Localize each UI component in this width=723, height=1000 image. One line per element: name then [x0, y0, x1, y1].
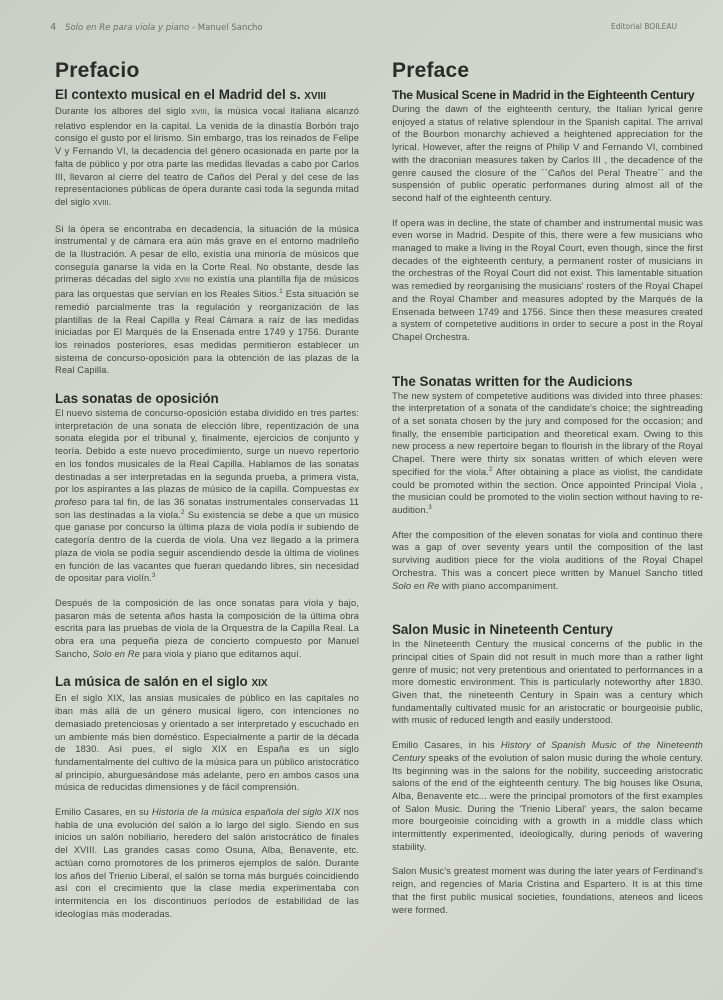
section-heading: The Musical Scene in Madrid in the Eighteenth Century: [392, 88, 695, 102]
paragraph: In the Nineteenth Century the musical concerns of the public in the principal cities of Spain did not result in much more than a rather light genre of music; not very pretentious and orientated to performances in a more domestic environment. This is particularly noteworthy after 1830. Given that, the nineteenth Century in Spain was a century which fundamentally cultivated music for an aristocratic or bourgeoisie public, with music of reduced length and easily understood.: [392, 639, 703, 726]
footnote-ref: 2: [488, 466, 493, 473]
work-title: Solo en Re para viola y piano: [65, 23, 190, 33]
composer-name: Manuel Sancho: [197, 23, 263, 33]
footnote-ref: 1: [279, 289, 283, 296]
paragraph: Emilio Casares, en su Historia de la música española del siglo XIX nos habla de una evolución del salón a lo largo del siglo. Siendo en sus inicios un salón nobiliario, heredero del salón aristocrático de finales del XVIII. Las grandes casas como Osuna, Alba, Benavente, etc. actúan como promotores de los primeros ejemplos de salón. Durante los años del Trienio Liberal, el salón se torna más burgués coincidiendo así con el crecimiento que la clase media experimentaba con intermitencia en los discontinuos períodos de estabilidad de las ideologías más moderadas.: [55, 807, 359, 919]
paragraph: During the dawn of the eighteenth century, the Italian lyrical genre enjoyed a status of relative splendour in the Spanish capital. The arrival of the Bourbon monarchy achieved a heightened appreciation for the lyrical. However, after the reigns of Philip V and Fernando VI, combined with the draconian measures taken by Carlos III , the decadence of the genre caused the closure of the ``Caños del Peral Theatre´´ and the suspensión of public operatic performanes during almost all of the second half of the eighteenth century.: [392, 104, 703, 203]
footnote-ref: 2: [180, 509, 185, 516]
paragraph: En el siglo XIX, las ansias musicales de público en las capitales no iban más allá de un género musical ligero, con intenciones no demasiado pretenciosas y orientado a ser interpretado y escuchado en un ambiente más bien doméstico. Especialmente a partir de la década de 1830. Así pues, el siglo XIX en España es un siglo fundamentalmente del cultivo de la música para un público aristocrático al principio, aburguesándose más adelante, pero en ambos casos una música de reducidas dimensiones y de fácil comprensión.: [55, 693, 359, 793]
paragraph: Emilio Casares, in his History of Spanish Music of the Nineteenth Century speaks of the evolution of salon music during the whole century. Its beginning was in the salons for the nobility, succeeding aristocratic salons of the end of the eighteenth century. The big houses like Osuna, Alba, Benavente etc... were the principal promotors of the first examples of Salon Music. During the 'Trienio Liberal' years, the salon became more bourgeoisie coinciding with a growth in a middle class which intermittently experimented, ideologically, during periods of wavering stability.: [392, 740, 703, 852]
section-heading: El contexto musical en el Madrid del s. XVIII: [55, 87, 326, 102]
paragraph: Si la ópera se encontraba en decadencia, la situación de la música instrumental y de cámara era aún más grave en el entorno madrileño de la Ilustración. A pesar de ello, existía una minoría de músicos que conseguía ganarse la vida en la Corte Real. No obstante, desde las primeras décadas del siglo XVIII no existía una plantilla fija de músicos para las orquestas que servían en los Reales Sitios.$^1$ Esta situación se remedió parcialmente tras la regulación y reorganización de las plantillas de la Real Capilla y Real Cámara a raíz de las medidas iniciadas por El Marqués de la Ensenada entre 1749 y 1756. Durante los reinados posteriores, esas medidas permitieron establecer un sistema de concurso-oposición para la obtención de las plazas de la Real Capilla.: [55, 223, 359, 376]
section-heading: Salon Music in Nineteenth Century: [392, 622, 613, 638]
paragraph: After the composition of the eleven sonatas for viola and continuo there was a gap of over seventy years until the composition of the last surviving audition piece for the viola auditions of the Royal Chapel Orchestra. This was a concert piece written by Manuel Sancho titled Solo en Re with piano accompaniment.: [392, 529, 703, 591]
english-column: [392, 58, 703, 916]
paragraph: El nuevo sistema de concurso-oposición estaba dividido en tres partes: interpretación de una sonata de elección libre, repentización de una sonata elegida por el tribunal y, finalmente, ejercicios de conjunto y teoría. Debido a este nuevo procedimiento, surge un nuevo repertorio en los fondos musicales de la Real Capilla. Hablamos de las sonatas destinadas a ser interpretadas en la segunda prueba, a primera vista, por los aspirantes a las plazas de músico de la capilla. Compuestas ex profeso para tal fin, de las 36 sonatas instrumentales conservadas 11 son las destinadas a la viola.$^2$ Su existencia se debe a que un músico que ganase por concurso la última plaza de viola podía ir subiendo de categoría dentro de la cuerda de viola. Una vez llegado a la primera plaza de viola se podía seguir ascendiendo desde la última de violines en función de las vacantes que fueran quedando libres, sin necesidad de opositar para violín.$^3$: [55, 408, 359, 584]
running-head: [50, 22, 677, 36]
page-title-en: Preface: [392, 59, 470, 82]
paragraph: Después de la composición de las once sonatas para viola y bajo, pasaron más de setenta años hasta la composición de la última obra escrita para las pruebas de viola de la Orquestra de la Capilla Real. La obra era una pequeña pieza de concierto compuesto por Manuel Sancho, Solo en Re para viola y piano que editamos aquí.: [55, 597, 359, 659]
footnote-ref: 3: [151, 573, 156, 580]
section-heading: Las sonatas de oposición: [55, 391, 219, 407]
paragraph: If opera was in decline, the state of chamber and instrumental music was even worse in Madrid. Despite of this, there were a few musicians who managed to make a living in the Royal Court, even though, since the first decades of the eighteenth century, a permanent roster of musicians in the orchestras of the Royal Court did not exist. This lamentable situation was remedied by reorganising the musicians' rosters of the Royal Chapel and the Royal Chamber and measures adopted by the Marqués de la Ensenada between 1749 and 1756. Since then these measures created a system of competetive auditions in order to secure a post in the Royal Chapel Orchestra.: [392, 217, 703, 342]
paragraph: Durante los albores del siglo XVIII, la música vocal italiana alcanzó relativo esplendor en la capital. La venida de la dinastía Borbón trajo consigo el gusto por el lirismo. Sin embargo, tras los reinados de Felipe V y Fernando VI, la decadencia del género ocasionada en parte por la falta de público y por otra parte las medidas llevadas a cabo por Carlos III, llevaron al cierre del teatro de Caños del Peral y del cese de las representaciones públicas de ópera durante casi toda la segunda mitad del siglo XVIII.: [55, 106, 359, 207]
spanish-column: [55, 58, 359, 920]
section-heading: The Sonatas written for the Audicions: [392, 373, 633, 389]
title-separator: -: [189, 23, 198, 33]
publisher-name: Editorial BOILEAU: [610, 22, 677, 31]
paragraph: The new system of competetive auditions was divided into three phases: the interpretation of a sonata of the candidate's choice; the sightreading of a set sonata chosen by the jury and composed for the occasion; and finally, the ensemble participation and theoretical exam. Owing to this new process a new repertoire began to flourish in the library of the Royal Chapel. There were thirty six sonatas written of which eleven were specified for the viola.$^2$ After obtaining a place as violist, the candidate could be promoted within the section. Once appointed Principal Viola , the musician could be promoted to the violin section without having to re-audition.$^3$: [392, 390, 703, 515]
section-heading: La música de salón en el siglo XIX: [55, 674, 268, 690]
paragraph: Salon Music's greatest moment was during the later years of Ferdinand's reign, and regencies of Maria Cristina and Espartero. It is at this time that the first public musical societies, foundations, ateneos and liceos were formed.: [392, 866, 703, 915]
page-title-es: Prefacio: [55, 59, 140, 82]
page-number: 4: [50, 22, 57, 33]
footnote-ref: 3: [428, 504, 432, 511]
